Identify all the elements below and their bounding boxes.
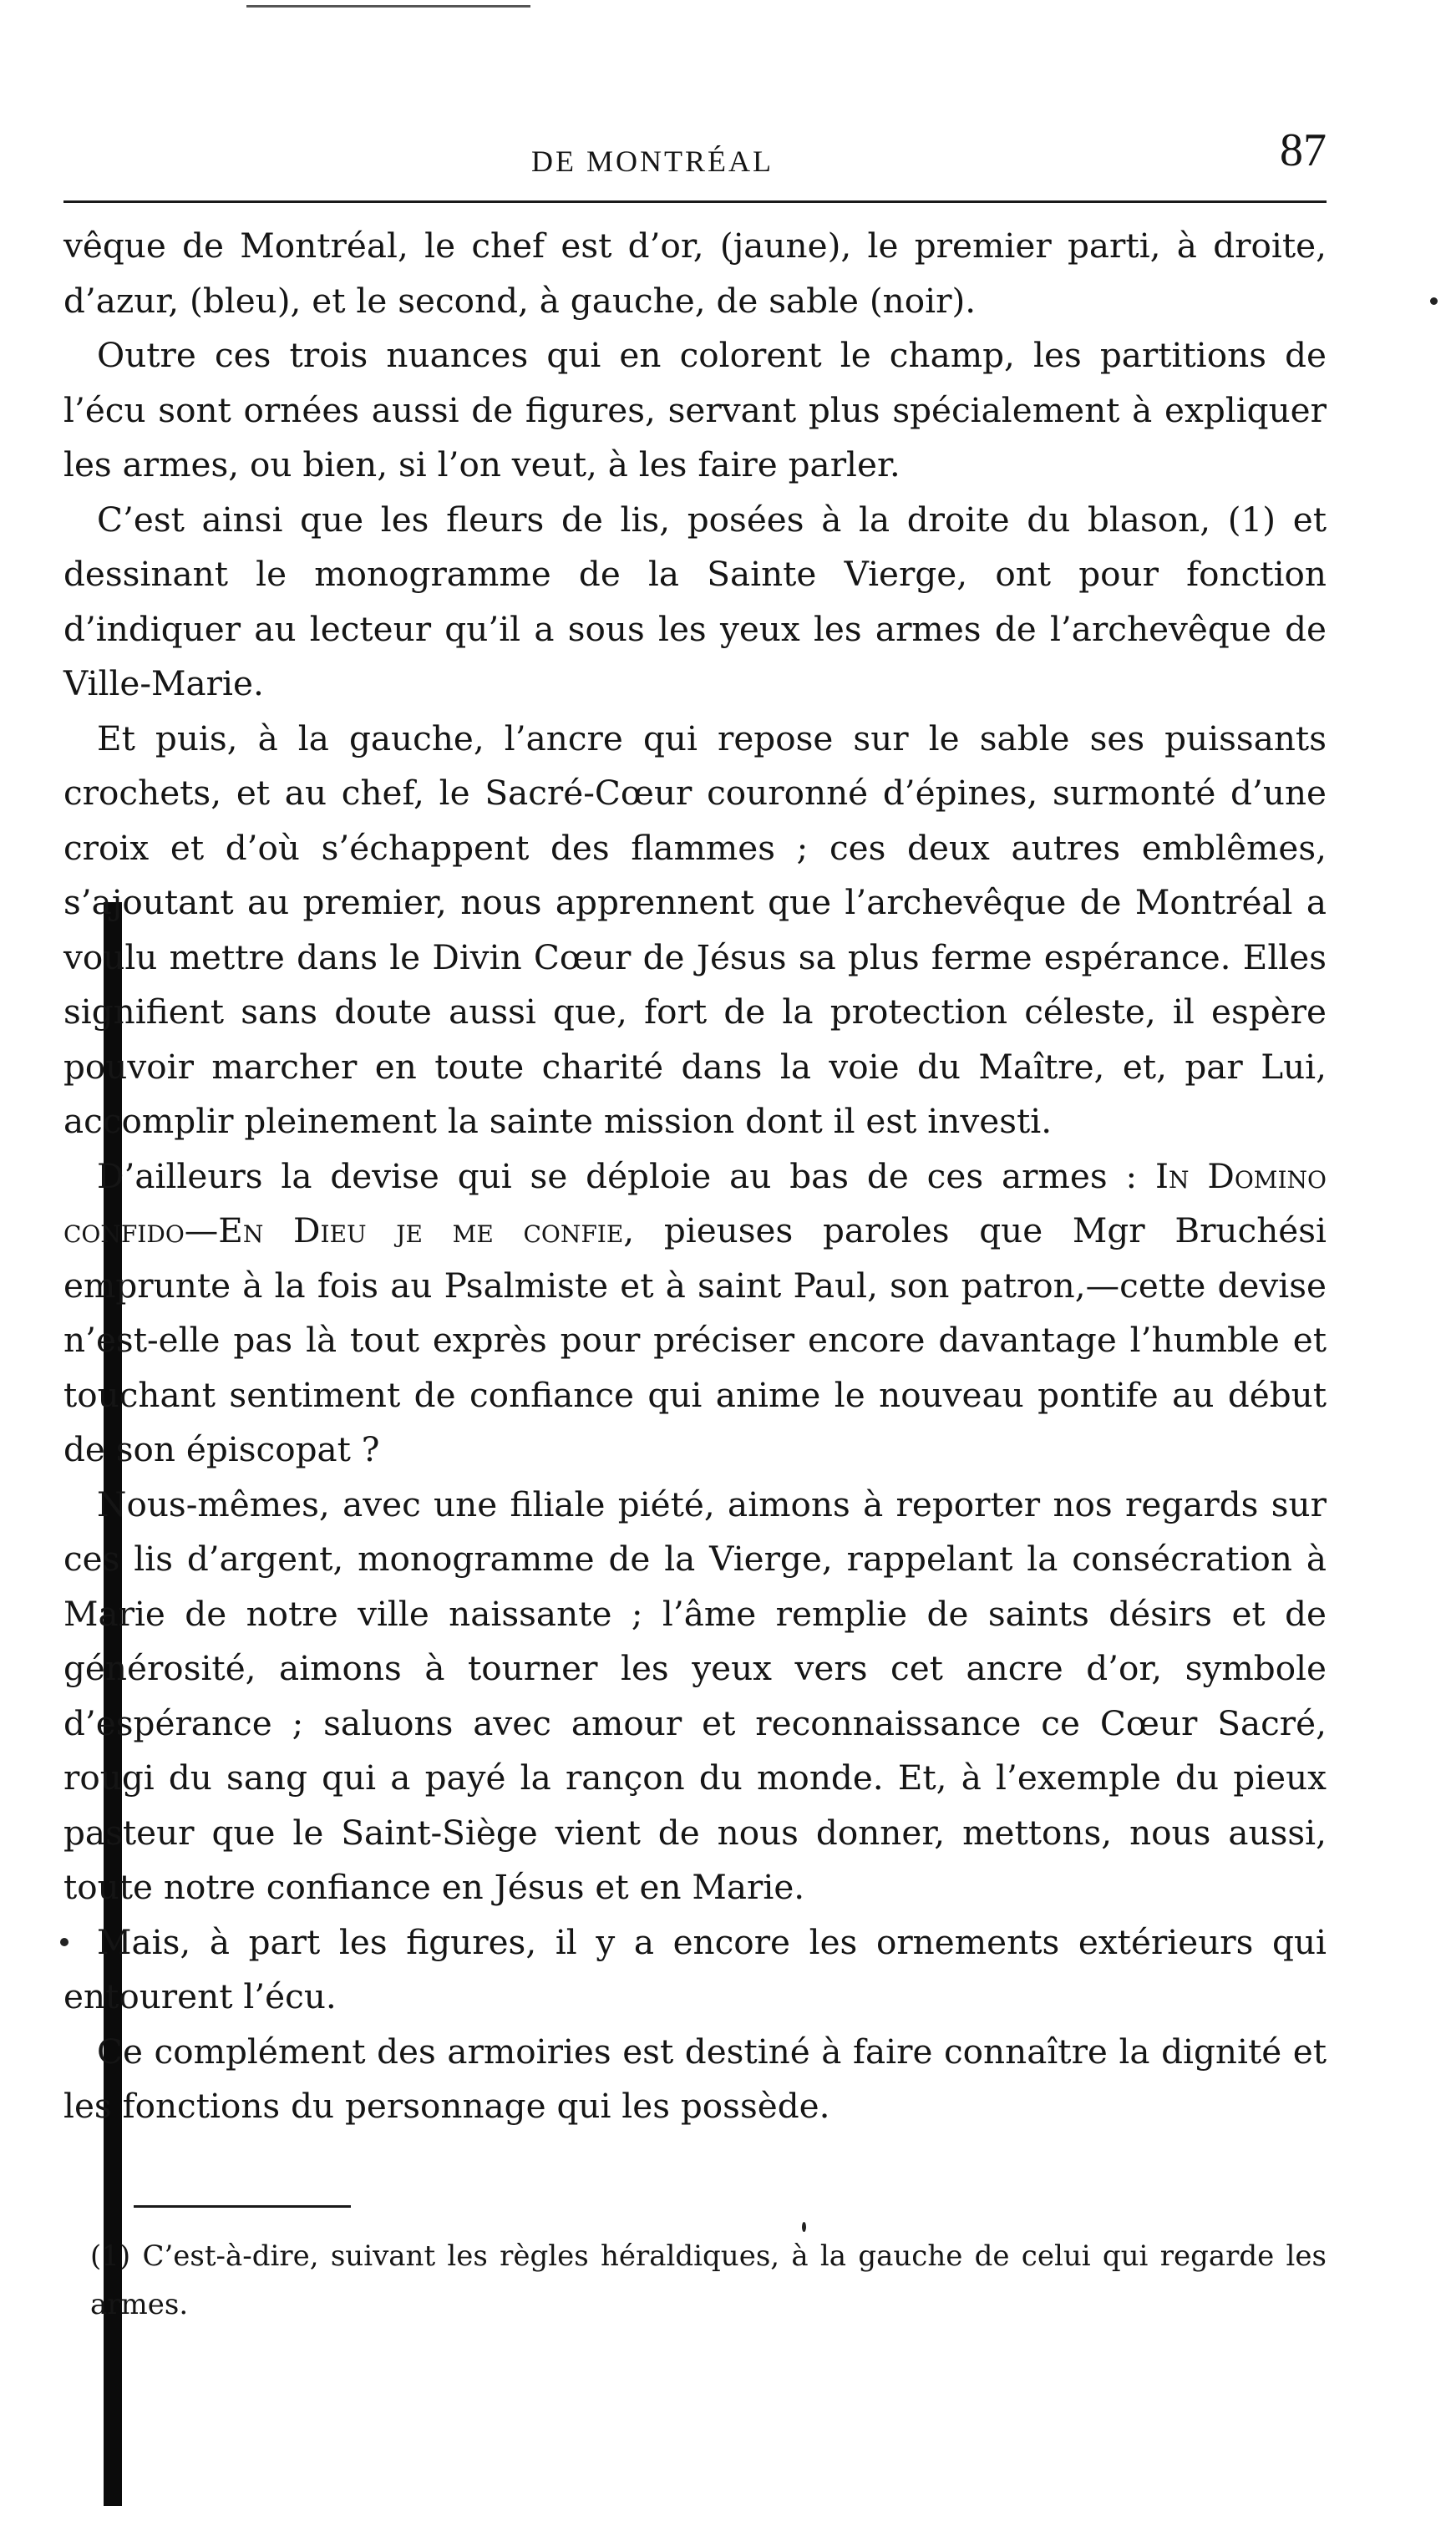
header-rule [63, 200, 1327, 203]
paragraph: Mais, à part les figures, il y a encore les ornements extérieurs qui entourent l’écu. [63, 1921, 1327, 2016]
running-head: DE MONTRÉAL [531, 145, 774, 178]
devise-paragraph [63, 1149, 1327, 1478]
paragraph: Nous-mêmes, avec une filiale piété, aimons à reporter nos regards sur ces lis d’argent, monogramme de la Vierge, rappelant la consécration à Marie de notre ville naissante ; l’âme remplie de saints désirs et de générosité, aimons à tourner les yeux vers cet ancre d’or, symbole d’espérance ; saluons avec amour et reconnaissance ce Cœur Sacré, rougi du sang qui a payé la rançon du monde. Et, à l’exemple du pieux pasteur que le Saint-Siège vient de nous donner, mettons, nous aussi, toute notre confiance en Jésus et en Marie. [63, 1484, 1327, 1907]
paragraph: Et puis, à la gauche, l’ancre qui repose sur le sable ses puissants crochets, et au chef, le Sacré-Cœur couronné d’épines, surmonté d’une croix et d’où s’échappent des flammes ; ces deux autres emblêmes, s’ajoutant au premier, nous apprennent que l’archevêque de Montréal a voulu mettre dans le Divin Cœur de Jésus sa plus ferme espérance. Elles signifient sans doute aussi que, fort de la protection céleste, il espère pouvoir marcher en toute charité dans la voie du Maître, et, par Lui, accomplir pleinement la sainte mission dont il est investi. [63, 718, 1327, 1141]
page-header [63, 124, 1327, 182]
motto-dash: — [184, 1210, 219, 1250]
paragraph: C’est ainsi que les fleurs de lis, posées à la droite du blason, (1) et dessinant le monogramme de la Sainte Vierge, ont pour fonction d’indiquer au lecteur qu’il a sous les yeux les armes de l’archevêque de Ville-Marie. [63, 499, 1327, 703]
paragraph: vêque de Montréal, le chef est d’or, (jaune), le premier parti, à droite, d’azur, (bleu), et le second, à gauche, de sable (noir). [63, 226, 1327, 321]
page-number: 87 [1280, 124, 1327, 176]
body-text [63, 219, 1327, 2134]
motto-french: En Dieu je me confie [218, 1210, 624, 1250]
motto-latin: In Domino confido [63, 1155, 1327, 1250]
print-speck [1430, 297, 1438, 305]
top-edge-rule [246, 5, 530, 8]
print-speck [802, 2222, 806, 2232]
devise-rest: , pieuses paroles que Mgr Bruchési emprunte à la fois au Psalmiste et à saint Paul, son patron,—cette devise n’est-elle pas là tout exprès pour préciser encore davantage l’humble et touchant sentiment de confiance qui anime le nouveau pontife au début de son épiscopat ? [63, 1210, 1327, 1469]
paragraph: Ce complément des armoiries est destiné à faire connaître la dignité et les fonctions du personnage qui les possède. [63, 2031, 1327, 2126]
paragraph: Outre ces trois nuances qui en colorent le champ, les partitions de l’écu sont ornées aussi de figures, servant plus spécialement à expliquer les armes, ou bien, si l’on veut, à les faire parler. [63, 335, 1327, 484]
footnote-rule [134, 2205, 351, 2208]
devise-lead: D’ailleurs la devise qui se déploie au bas de ces armes : [97, 1155, 1156, 1196]
footnote: (1) C’est-à-dire, suivant les règles héraldiques, à la gauche de celui qui regarde les armes. [90, 2239, 1327, 2321]
